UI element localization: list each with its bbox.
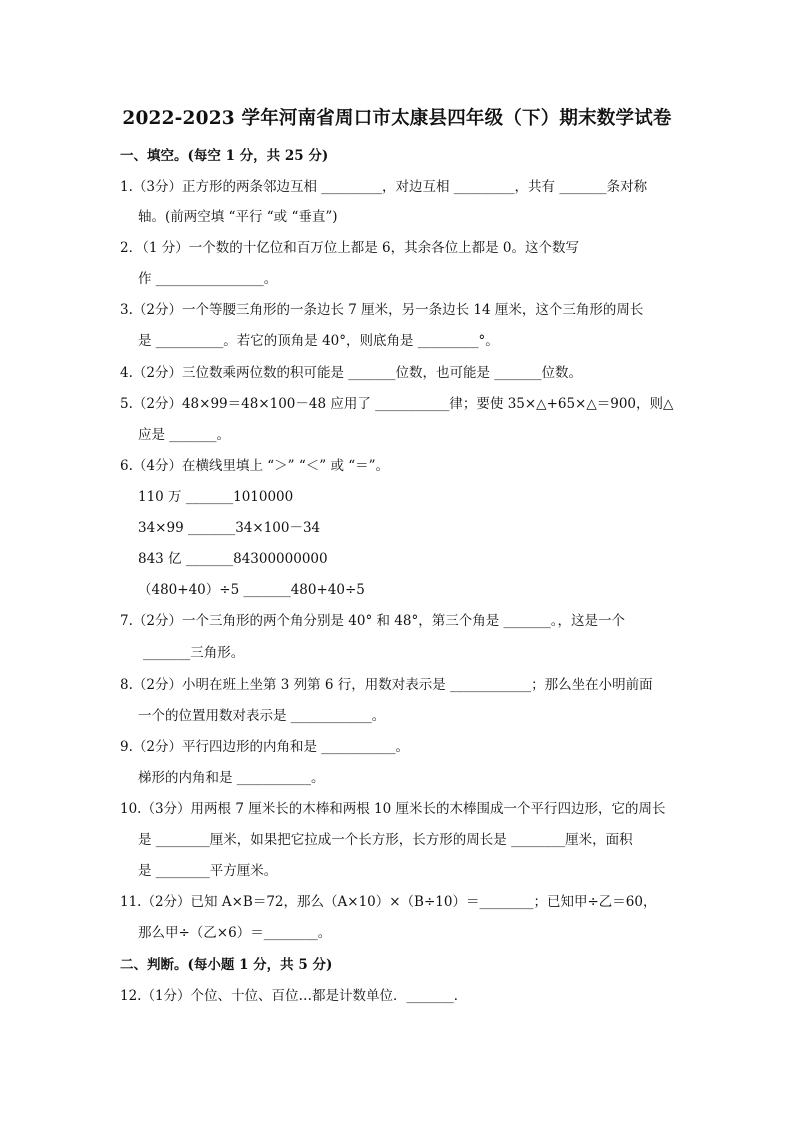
- question-6-item-2: 34×99 _______34×100－34: [138, 520, 321, 536]
- question-3-line-2: 是 __________。若它的顶角是 40°，则底角是 _________°。: [138, 333, 499, 349]
- question-1-line-2: 轴。(前两空填 “平行 “或 “垂直”): [138, 209, 338, 225]
- question-6-item-1: 110 万 _______1010000: [138, 489, 294, 505]
- question-5-line-2: 应是 _______。: [138, 427, 231, 443]
- question-2-line-1: 2．（1 分）一个数的十亿位和百万位上都是 6，其余各位上都是 0。这个数写: [120, 240, 579, 256]
- question-6-item-4: （480+40）÷5 _______480+40÷5: [138, 582, 365, 598]
- question-10-line-1: 10.（3分）用两根 7 厘米长的木棒和两根 10 厘米长的木棒围成一个平行四边形，它的周长: [120, 801, 666, 817]
- question-2-line-2: 作 ________________。: [138, 271, 278, 287]
- question-8-line-1: 8.（2分）小明在班上坐第 3 列第 6 行，用数对表示是 ____________；那么坐在小明前面: [120, 677, 653, 693]
- question-6-item-3: 843 亿 _______84300000000: [138, 551, 328, 567]
- question-12-line-1: 12.（1分）个位、十位、百位…都是计数单位．_______．: [120, 988, 468, 1004]
- question-6-line-1: 6.（4分）在横线里填上 “＞” “＜” 或 “＝”。: [120, 458, 390, 474]
- question-5-line-1: 5.（2分）48×99＝48×100－48 应用了 ___________律；要使 35×△+65×△＝900，则△: [120, 396, 674, 412]
- exam-title: 2022-2023 学年河南省周口市太康县四年级（下）期末数学试卷: [122, 108, 672, 129]
- question-9-line-1: 9.（2分）平行四边形的内角和是 ___________。: [120, 739, 410, 755]
- question-10-line-2: 是 ________厘米，如果把它拉成一个长方形，长方形的周长是 ________厘米，面积: [138, 832, 633, 848]
- question-11-line-1: 11.（2分）已知 A×B＝72，那么（A×10）×（B÷10）＝________；已知甲÷乙＝60，: [120, 894, 657, 910]
- question-9-line-2: 梯形的内角和是 ___________。: [138, 770, 325, 786]
- question-8-line-2: 一个的位置用数对表示是 ____________。: [138, 708, 386, 724]
- question-7-line-2: _______三角形。: [143, 645, 245, 661]
- question-1-line-1: 1.（3分）正方形的两条邻边互相 _________，对边互相 _________，共有 _______条对称: [120, 179, 648, 195]
- question-4-line-1: 4.（2分）三位数乘两位数的积可能是 _______位数，也可能是 _______位数。: [120, 365, 583, 381]
- question-11-line-2: 那么甲÷（乙×6）＝________。: [138, 925, 332, 941]
- question-3-line-1: 3.（2分）一个等腰三角形的一条边长 7 厘米，另一条边长 14 厘米，这个三角形的周长: [120, 302, 644, 318]
- question-10-line-3: 是 ________平方厘米。: [138, 863, 278, 879]
- section-heading-judgement: 二、判断。(每小题 1 分，共 5 分): [120, 957, 333, 973]
- section-heading-fill-in: 一、填空。(每空 1 分，共 25 分): [120, 148, 329, 164]
- question-7-line-1: 7.（2分）一个三角形的两个角分别是 40° 和 48°，第三个角是 _______。，这是一个: [120, 613, 625, 629]
